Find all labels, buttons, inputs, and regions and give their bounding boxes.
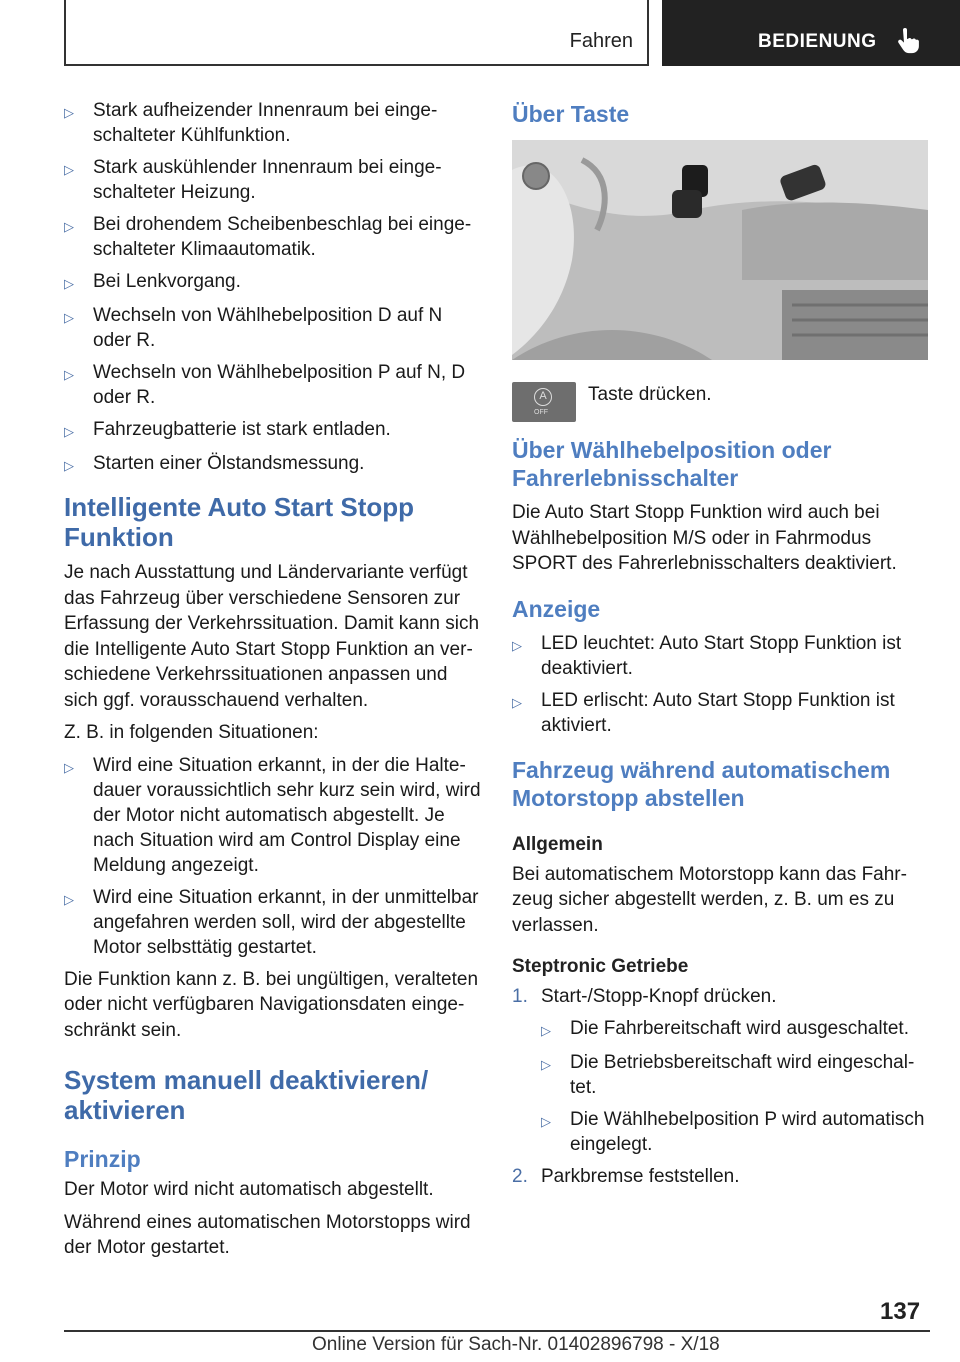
step-2: 2. Parkbremse feststellen. (512, 1166, 740, 1187)
heading-fahrzeug-abstellen: Fahrzeug während automatischem Motorstopp abstellen (512, 756, 891, 811)
list-item (64, 451, 482, 478)
list-item (512, 631, 930, 681)
bullet-triangle-icon: ▷ (64, 891, 74, 907)
heading-ueber-taste: Über Taste (512, 101, 630, 127)
right-column (512, 98, 930, 1196)
list-item (541, 1016, 930, 1043)
list-item-text: Fahrzeugbatterie ist stark entladen. (93, 419, 391, 440)
header-chapter-tab (662, 0, 960, 66)
left-column (64, 98, 482, 1268)
list-item (541, 1050, 930, 1100)
list-item (64, 885, 482, 960)
list-item-text: Wird eine Situation erkannt, in der die Haltedauer voraussichtlich sehr kurz sein wird, wird der Motor nicht automatisch abgestellt. Je nach Situation wird am Control Display eine Meldung angezeigt. (93, 754, 481, 876)
step-1: 1. Start-/Stopp-Knopf drücken. (512, 986, 777, 1007)
bullet-triangle-icon: ▷ (64, 367, 74, 382)
paragraph-prinzip-2: Während eines automatischen Motorstopps wird der Motor gestartet. (64, 1211, 471, 1258)
bullet-triangle-icon: ▷ (64, 162, 74, 177)
list-item (64, 212, 482, 262)
steering-wheel-photo (512, 140, 928, 360)
header-section-label: Fahren (569, 30, 633, 52)
list-item (64, 269, 482, 296)
bullet-triangle-icon: ▷ (541, 1114, 551, 1129)
paragraph-intelligent: Je nach Ausstattung und Ländervariante verfügt das Fahrzeug über verschiedene Sensoren zur Erfassung der Verkehrssituation. Damit kann sich die Intelligente Auto Start Stopp Funktion an verschiedene Verkehrssituationen anpassen und sich ggf. vorausschauend verhalten. (64, 562, 480, 711)
pointing-hand-icon (894, 28, 920, 54)
list-item-text: Wird eine Situation erkannt, in der unmittelbar angefahren werden soll, wird der abgestellte Motor selbsttätig gestartet. (93, 886, 479, 958)
bullet-triangle-icon: ▷ (541, 1057, 551, 1072)
bullet-list-anzeige (512, 631, 930, 738)
heading-allgemein: Allgemein (512, 833, 603, 855)
list-item (64, 98, 482, 148)
paragraph-prinzip-1: Der Motor wird nicht automatisch abgestellt. (64, 1179, 434, 1200)
bullet-triangle-icon: ▷ (541, 1023, 551, 1038)
list-item (541, 1107, 930, 1157)
bullet-triangle-icon: ▷ (64, 458, 74, 473)
bullet-list-step-1 (512, 1016, 930, 1157)
list-item-text: Die Wählhebelposition P wird automatisch eingelegt. (570, 1109, 925, 1155)
footer-divider (64, 1330, 930, 1332)
bullet-triangle-icon: ▷ (64, 759, 74, 775)
bullet-triangle-icon: ▷ (512, 694, 522, 710)
bullet-triangle-icon: ▷ (64, 424, 74, 439)
list-item-text: Bei Lenkvorgang. (93, 271, 241, 292)
list-item-text: LED leuchtet: Auto Start Stopp Funktion ist deaktiviert. (541, 632, 902, 679)
list-item (512, 688, 930, 738)
list-item (64, 753, 482, 878)
bullet-triangle-icon: ▷ (64, 219, 74, 234)
list-item (64, 303, 482, 353)
list-item-text: Wechseln von Wählhebelposition P auf N, D oder R. (93, 362, 466, 408)
footer-online-version: Online Version für Sach-Nr. 01402896798 - X/18 (312, 1334, 720, 1355)
page-number: 137 (880, 1298, 921, 1325)
bullet-triangle-icon: ▷ (64, 276, 74, 291)
paragraph-waehlhebel: Die Auto Start Stopp Funktion wird auch bei Wählhebelposition M/S oder in Fahrmodus SPORT des Fahrerlebnisschalters deaktiviert. (512, 502, 897, 574)
paragraph-example: Z. B. in folgenden Situationen: (64, 722, 319, 743)
list-item (64, 360, 482, 410)
list-item-text: Die Betriebsbereitschaft wird eingeschaltet. (570, 1052, 915, 1098)
list-item-text: Die Fahrbereitschaft wird ausgeschaltet. (570, 1018, 909, 1039)
list-item-text: Starten einer Ölstandsmessung. (93, 453, 365, 474)
button-instruction-text: Taste drücken. (588, 384, 712, 405)
auto-start-stop-off-button-icon: A OFF (512, 382, 576, 422)
bullet-list-triggers (64, 98, 482, 478)
list-item (64, 155, 482, 205)
heading-ueber-waehlhebel: Über Wählhebelposition oder Fahrerlebnisschalter (512, 437, 832, 491)
bullet-triangle-icon: ▷ (64, 105, 74, 120)
bullet-triangle-icon: ▷ (64, 310, 74, 325)
bullet-list-situations (64, 753, 482, 960)
list-item-text: Stark auskühlender Innenraum bei eingeschalteter Heizung. (93, 157, 442, 203)
button-instruction (512, 382, 930, 422)
bullet-triangle-icon: ▷ (512, 637, 522, 653)
heading-anzeige: Anzeige (512, 595, 601, 622)
paragraph-allgemein: Bei automatischem Motorstopp kann das Fahrzeug sicher abgestellt werden, z. B. um es zu verlassen. (512, 863, 907, 936)
list-item-text: LED erlischt: Auto Start Stopp Funktion ist aktiviert. (541, 689, 895, 736)
list-item (64, 417, 482, 444)
heading-system-manuell: System manuell deaktivieren/ aktivieren (64, 1065, 429, 1125)
heading-prinzip: Prinzip (64, 1146, 141, 1172)
heading-intelligent-auto-start-stopp: Intelligente Auto Start Stopp Funktion (64, 492, 415, 552)
paragraph-limits: Die Funktion kann z. B. bei ungültigen, veralteten oder nicht verfügbaren Navigationsdaten eingeschränkt sein. (64, 968, 479, 1041)
list-item-text: Stark aufheizender Innenraum bei eingeschalteter Kühlfunktion. (93, 100, 438, 146)
list-item-text: Wechseln von Wählhebelposition D auf N oder R. (93, 305, 443, 351)
header-chapter-label: BEDIENUNG (758, 31, 877, 52)
list-item-text: Bei drohendem Scheibenbeschlag bei eingeschalteter Klimaautomatik. (93, 214, 472, 260)
header-section-tab (64, 0, 649, 66)
heading-steptronic: Steptronic Getriebe (512, 956, 689, 977)
